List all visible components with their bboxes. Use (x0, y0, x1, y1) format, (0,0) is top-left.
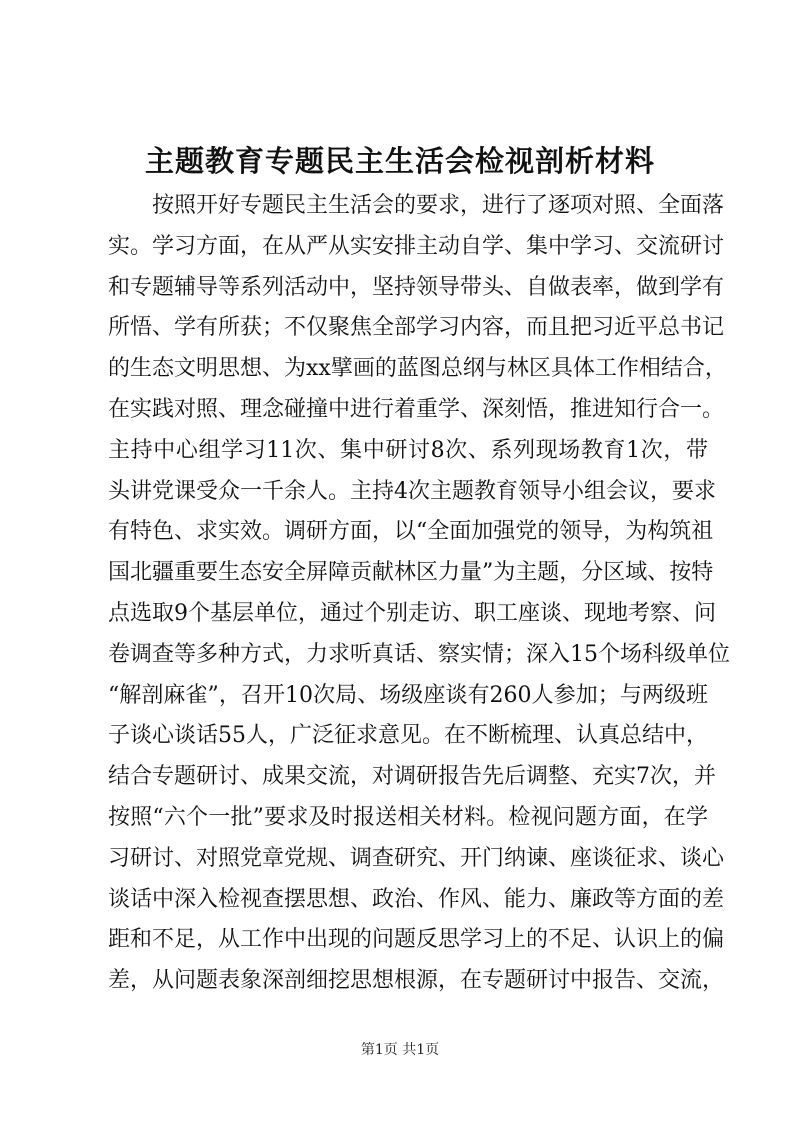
page-number-footer: 第1页 共1页 (360, 1042, 440, 1058)
body-line: 结合专题研讨、成果交流，对调研报告先后调整、充实7次，并 (108, 764, 716, 790)
body-line: 有特色、求实效。调研方面，以“全面加强党的领导，为构筑祖 (108, 519, 714, 545)
body-line: “解剖麻雀”，召开10次局、场级座谈有260人参加；与两级班 (108, 682, 708, 708)
body-line: 谈话中深入检视查摆思想、政治、作风、能力、廉政等方面的差 (108, 886, 725, 912)
body-line: 实。学习方面，在从严从实安排主动自学、集中学习、交流研讨 (108, 233, 725, 259)
body-line: 国北疆重要生态安全屏障贡献林区力量”为主题，分区域、按特 (108, 560, 714, 586)
body-line: 的生态文明思想、为xx擘画的蓝图总纲与林区具体工作相结合， (108, 356, 727, 382)
body-line: 和专题辅导等系列活动中，坚持领导带头、自做表率，做到学有 (108, 274, 725, 300)
body-line: 所悟、学有所获；不仅聚焦全部学习内容，而且把习近平总书记 (108, 315, 725, 341)
document-title: 主题教育专题民主生活会检视剖析材料 (144, 144, 655, 178)
body-line: 差，从问题表象深剖细挖思想根源，在专题研讨中报告、交流， (108, 968, 725, 994)
body-line: 按照“六个一批”要求及时报送相关材料。检视问题方面，在学 (108, 804, 708, 830)
body-line: 按照开好专题民主生活会的要求，进行了逐项对照、全面落 (152, 193, 725, 218)
document-body (108, 186, 730, 1002)
body-line: 距和不足，从工作中出现的问题反思学习上的不足、认识上的偏 (108, 927, 725, 953)
body-line: 点选取9个基层单位，通过个别走访、职工座谈、现地考察、问 (108, 600, 716, 626)
body-line: 头讲党课受众一千余人。主持4次主题教育领导小组会议，要求 (108, 478, 716, 504)
body-line: 卷调查等多种方式，力求听真话、察实情；深入15个场科级单位 (108, 641, 730, 667)
body-line: 在实践对照、理念碰撞中进行着重学、深刻悟，推进知行合一。 (108, 396, 725, 422)
body-line: 习研讨、对照党章党规、调查研究、开门纳谏、座谈征求、谈心 (108, 845, 725, 871)
body-line: 子谈心谈话55人，广泛征求意见。在不断梳理、认真总结中， (108, 723, 708, 749)
body-line: 主持中心组学习11次、集中研讨8次、系列现场教育1次，带 (108, 437, 708, 463)
